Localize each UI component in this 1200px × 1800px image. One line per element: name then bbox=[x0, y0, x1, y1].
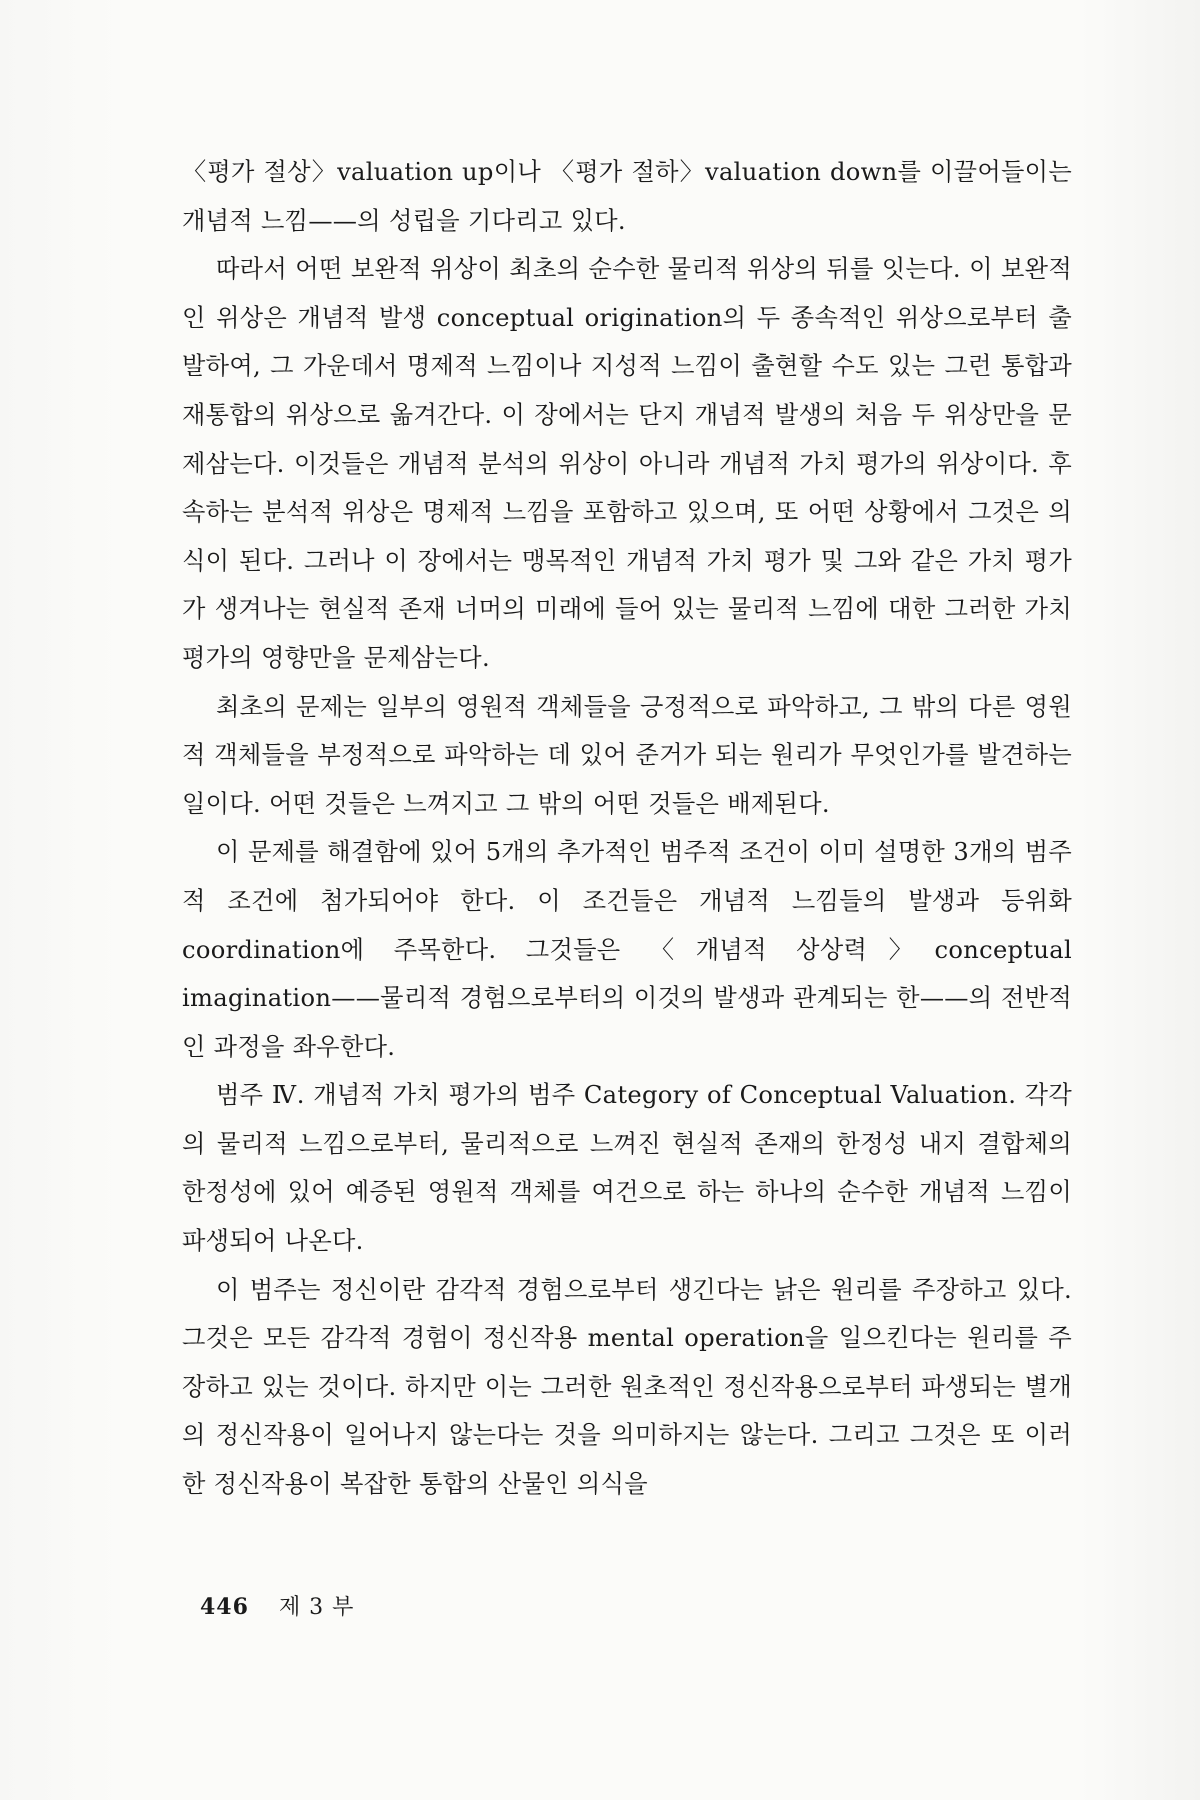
paragraph-categorical-conditions: 이 문제를 해결함에 있어 5개의 추가적인 범주적 조건이 이미 설명한 3개의 범주적 조건에 첨가되어야 한다. 이 조건들은 개념적 느낌들의 발생과 등위화 coordination에 주목한다. 그것들은 〈개념적 상상력〉conceptual imagination——물리적 경험으로부터의 이것의 발생과 관계되는 한——의 전반적인 과정을 좌우한다. bbox=[182, 838, 1072, 1061]
paragraph-complementary-phase: 따라서 어떤 보완적 위상이 최초의 순수한 물리적 위상의 뒤를 잇는다. 이 보완적인 위상은 개념적 발생 conceptual origination의 두 종속적인 위상으로부터 출발하여, 그 가운데서 명제적 느낌이나 지성적 느낌이 출현할 수도 있는 그런 통합과 재통합의 위상으로 옮겨간다. 이 장에서는 단지 개념적 발생의 처음 두 위상만을 문제삼는다. 이것들은 개념적 분석의 위상이 아니라 개념적 가치 평가의 위상이다. 후속하는 분석적 위상은 명제적 느낌을 포함하고 있으며, 또 어떤 상황에서 그것은 의식이 된다. 그러나 이 장에서는 맹목적인 개념적 가치 평가 및 그와 같은 가치 평가가 생겨나는 현실적 존재 너머의 미래에 들어 있는 물리적 느낌에 대한 그러한 가치 평가의 영향만을 문제삼는다. bbox=[182, 255, 1072, 672]
body-text bbox=[182, 148, 1072, 1509]
page-number: 446 bbox=[200, 1594, 249, 1620]
paragraph-first-problem: 최초의 문제는 일부의 영원적 객체들을 긍정적으로 파악하고, 그 밖의 다른 영원적 객체들을 부정적으로 파악하는 데 있어 준거가 되는 원리가 무엇인가를 발견하는 일이다. 어떤 것들은 느껴지고 그 밖의 어떤 것들은 배제된다. bbox=[182, 692, 1072, 818]
page-footer bbox=[200, 1590, 354, 1621]
paragraph-category-explanation: 이 범주는 정신이란 감각적 경험으로부터 생긴다는 낡은 원리를 주장하고 있다. 그것은 모든 감각적 경험이 정신작용 mental operation을 일으킨다는 원리를 주장하고 있는 것이다. 하지만 이는 그러한 원초적인 정신작용으로부터 파생되는 별개의 정신작용이 일어나지 않는다는 것을 의미하지는 않는다. 그리고 그것은 또 이러한 정신작용이 복잡한 통합의 산물인 의식을 bbox=[182, 1275, 1072, 1499]
paragraph-category-iv: 범주 Ⅳ. 개념적 가치 평가의 범주 Category of Conceptual Valuation. 각각의 물리적 느낌으로부터, 물리적으로 느껴진 현실적 존재의 한정성 내지 결합체의 한정성에 있어 예증된 영원적 객체를 여건으로 하는 하나의 순수한 개념적 느낌이 파생되어 나온다. bbox=[182, 1081, 1072, 1256]
paragraph-continuation: 〈평가 절상〉valuation up이나 〈평가 절하〉valuation down를 이끌어들이는 개념적 느낌——의 성립을 기다리고 있다. bbox=[182, 158, 1072, 235]
part-label: 제 3 부 bbox=[278, 1595, 355, 1620]
